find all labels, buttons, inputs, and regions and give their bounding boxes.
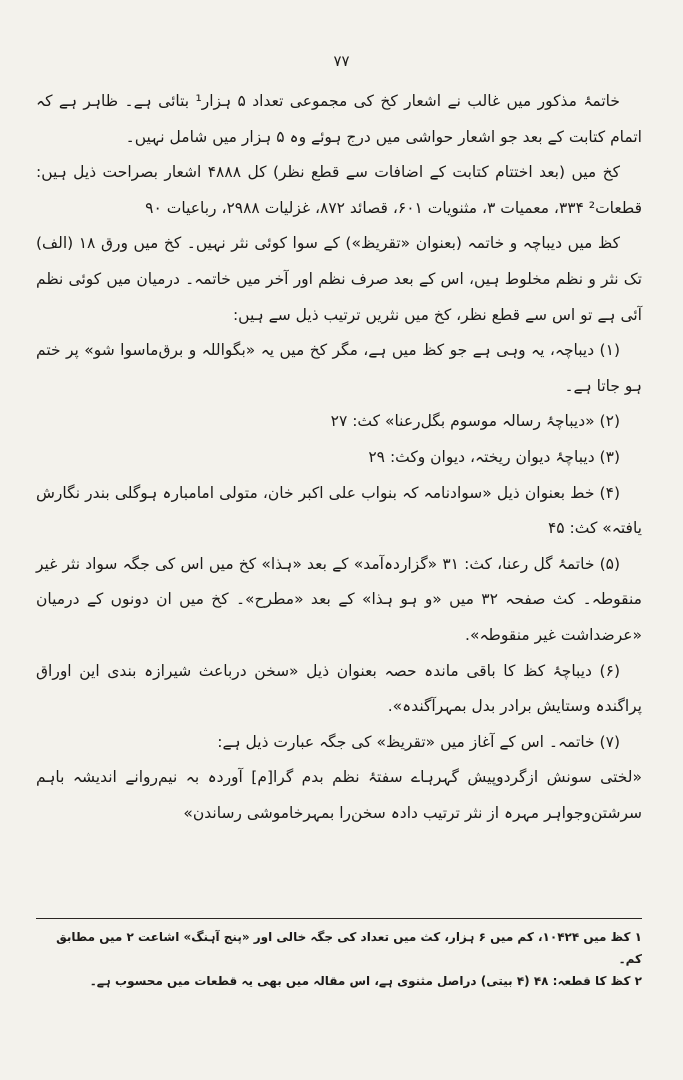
page-number: ۷۷ [333, 52, 350, 70]
paragraph: خاتمۂ مذکور میں غالب نے اشعار کخ کی مجموعی تعداد ۵ ہزار¹ بتائی ہے۔ ظاہر ہے کہ اتمام کتابت کے بعد جو اشعار حواشی میں درج ہوئے وہ ۵ ہزار میں شامل نہیں۔ [36, 92, 642, 146]
paragraph: (۳) دیباچۂ دیوان ریختہ، دیوان وکث: ۲۹ [368, 447, 620, 466]
paragraph: (۵) خاتمۂ گل رعنا، کث: ۳۱ «گزاردہ‌آمد» کے بعد «ہذا» کخ میں اس کی جگہ سواد نثر غیر منقوطہ۔ کث صفحہ ۳۲ میں «و ہو ہذا» کے بعد «مطرح»۔ کخ میں ان دونوں کے درمیان «عرضداشت غیر منقوطہ». [36, 554, 642, 644]
footnote: ۱ کظ میں ۱۰۴۲۴، کم میں ۶ ہزار، کث میں تعداد کی جگہ خالی اور «پنج آہنگ» اشاعت ۲ میں مطابق کم۔ [56, 930, 642, 966]
footnote: ۲ کظ کا قطعہ: ۴۸ (۴ بیتی) دراصل مثنوی ہے، اس مقالہ میں بھی یہ قطعات میں محسوب ہے۔ [89, 974, 642, 988]
paragraph: (۱) دیباچہ، یہ وہی ہے جو کظ میں ہے، مگر کخ میں یہ «بگواللہ و برق‌ماسوا شو» پر ختم ہو جاتا ہے۔ [36, 341, 642, 395]
paragraph: (۴) خط بعنوان ذیل «سوادنامہ کہ بنواب علی اکبر خان، متولی امامبارہ ہوگلی بندر نگارش یافتہ» کث: ۴۵ [36, 483, 642, 538]
footnote-divider [36, 918, 642, 919]
paragraph: کظ میں دیباچہ و خاتمہ (بعنوان «تقریظ») کے سوا کوئی نثر نہیں۔ کخ میں ورق ۱۸ (الف) تک نثر و نظم مخلوط ہیں، اس کے بعد صرف نظم اور آخر میں خاتمہ۔ درمیان میں کوئی نظم آئی ہے تو اس سے قطع نظر، کخ میں نثریں ترتیب ذیل سے ہیں: [36, 234, 642, 324]
paragraph: «لختی سونش ازگردوپیش گہرہاے سفتۂ نظم بدم گرا[م] آوردہ بہ نیم‌روانے اندیشہ باہم سرشتن‌وجواہر مہرہ از نثر ترتیب دادہ سخن‌را بمہرخاموشی رساندن» [36, 768, 642, 822]
paragraph: (۷) خاتمہ۔ اس کے آغاز میں «تقریظ» کی جگہ عبارت ذیل ہے: [217, 732, 620, 751]
body-text [36, 84, 642, 831]
paragraph: (۲) «دیباچۂ رسالہ موسوم بگل‌رعنا» کث: ۲۷ [330, 412, 620, 431]
paragraph: کخ میں (بعد اختتام کتابت کے اضافات سے قطع نظر) کل ۴۸۸۸ اشعار بصراحت ذیل ہیں: قطعات² ۳۳۴، معمیات ۳، مثنویات ۶۰۱، قصائد ۸۷۲، غزلیات ۲۹۸۸، رباعیات ۹۰ [36, 163, 642, 217]
footnotes [36, 926, 642, 992]
paragraph: (۶) دیباچۂ کظ کا باقی ماندہ حصہ بعنوان ذیل «سخن درباعث شیرازہ بندی این اوراق پراگندہ وستایش برادر بدل بمہرآگندہ». [36, 661, 642, 716]
